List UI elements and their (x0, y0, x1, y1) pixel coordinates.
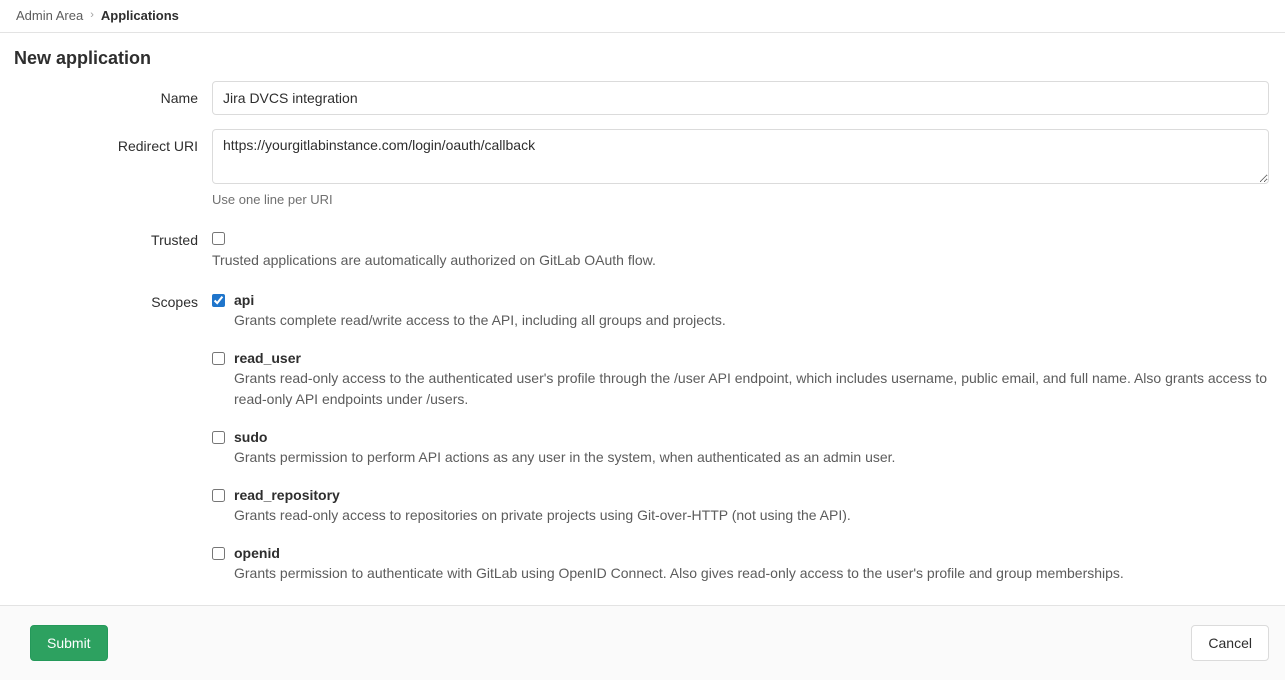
trusted-checkbox[interactable] (212, 232, 225, 245)
trusted-description: Trusted applications are automatically authorized on GitLab OAuth flow. (212, 252, 656, 268)
scope-checkbox-api[interactable] (212, 294, 225, 307)
submit-button[interactable]: Submit (30, 625, 108, 661)
scope-item-sudo (212, 422, 1269, 468)
name-label: Name (160, 90, 198, 106)
new-application-form (0, 81, 1285, 584)
scope-description-openid: Grants permission to authenticate with GitLab using OpenID Connect. Also gives read-only access to the user's profile and group memberships. (234, 565, 1124, 581)
scope-description-sudo: Grants permission to perform API actions as any user in the system, when authenticated as an admin user. (234, 449, 896, 465)
scope-checkbox-sudo[interactable] (212, 431, 225, 444)
breadcrumb (0, 0, 1285, 33)
redirect-uri-textarea[interactable] (212, 129, 1269, 184)
form-row-scopes (14, 285, 1269, 584)
trusted-checkbox-line (212, 223, 1269, 245)
scope-label-sudo: sudo (234, 429, 268, 445)
form-row-name (14, 81, 1269, 115)
scopes-label: Scopes (151, 294, 198, 310)
scope-checkbox-read-repository[interactable] (212, 489, 225, 502)
form-actions-footer (0, 605, 1285, 680)
scope-item-api (212, 285, 1269, 331)
trusted-label: Trusted (151, 232, 198, 248)
scope-item-read-user (212, 343, 1269, 410)
scope-checkbox-openid[interactable] (212, 547, 225, 560)
form-row-redirect-uri (14, 129, 1269, 209)
scope-description-api: Grants complete read/write access to the API, including all groups and projects. (234, 312, 726, 328)
breadcrumb-item-admin-area[interactable]: Admin Area (16, 7, 84, 23)
scope-label-openid: openid (234, 545, 280, 561)
scope-description-read-repository: Grants read-only access to repositories on private projects using Git-over-HTTP (not using the API). (234, 507, 851, 523)
cancel-button[interactable]: Cancel (1191, 625, 1269, 661)
scope-checkbox-read-user[interactable] (212, 352, 225, 365)
redirect-uri-label: Redirect URI (117, 138, 198, 154)
scope-item-read-repository (212, 480, 1269, 526)
name-input[interactable] (212, 81, 1269, 115)
scope-label-api: api (234, 292, 255, 308)
page-title: New application (14, 48, 152, 68)
scope-label-read-user: read_user (234, 350, 301, 366)
scopes-list (212, 285, 1269, 584)
scope-label-read-repository: read_repository (234, 487, 340, 503)
redirect-uri-help: Use one line per URI (212, 192, 333, 207)
chevron-right-icon: › (90, 9, 94, 21)
form-row-trusted (14, 223, 1269, 271)
scope-description-read-user: Grants read-only access to the authenticated user's profile through the /user API endpoint, which includes username, public email, and full name. Also grants access to read-only API endpoints under /users. (234, 370, 1268, 407)
scope-item-openid (212, 538, 1269, 584)
breadcrumb-item-applications: Applications (100, 7, 179, 23)
